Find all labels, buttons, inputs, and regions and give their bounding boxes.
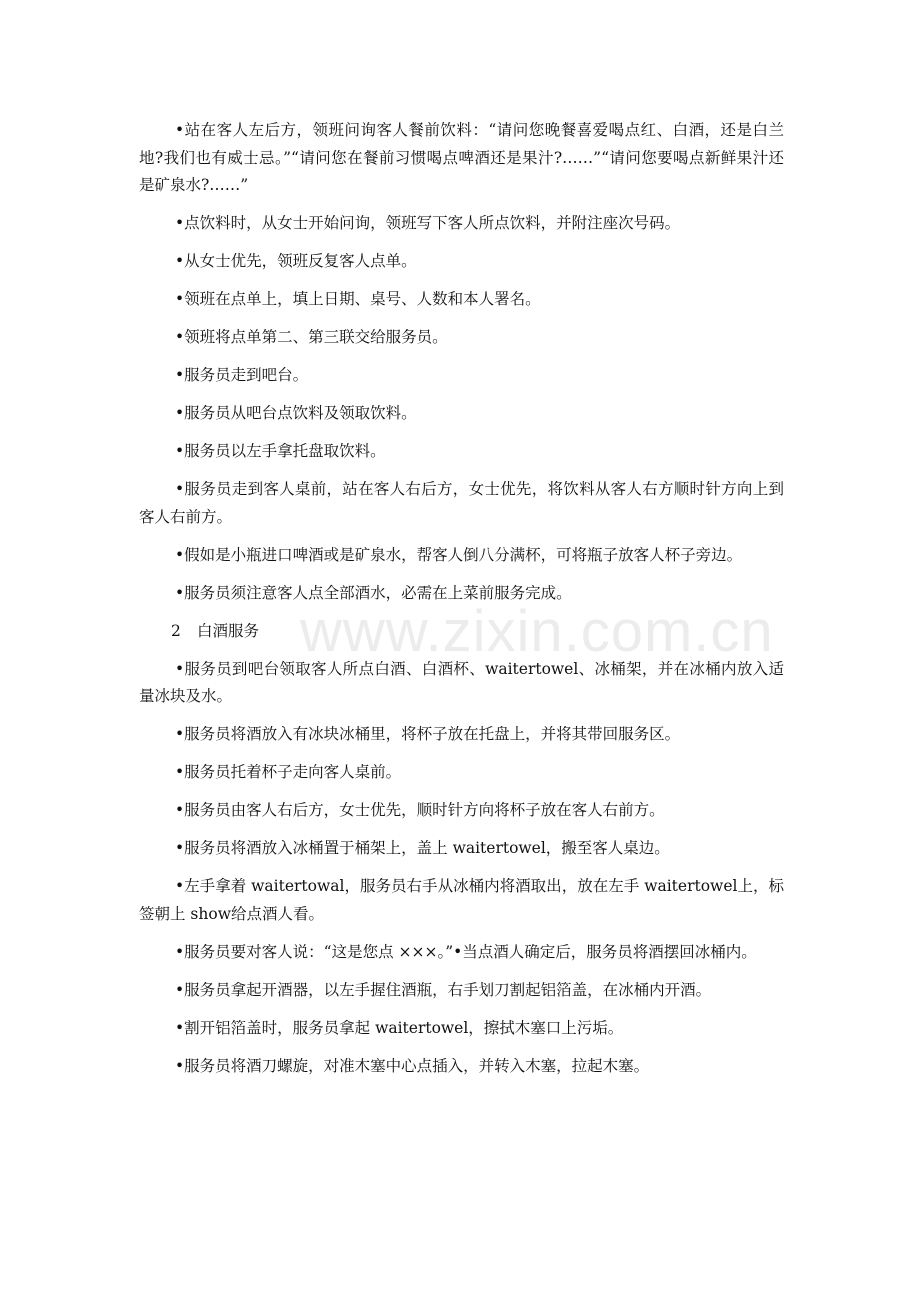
paragraph: •服务员将酒放入冰桶置于桶架上，盖上 waitertowel，搬至客人桌边。: [175, 839, 670, 857]
paragraph: •服务员以左手拿托盘取饮料。: [175, 442, 386, 460]
document-body: [139, 117, 784, 1091]
paragraph: •服务员拿起开酒器，以左手握住酒瓶，右手划刀割起铝箔盖，在冰桶内开酒。: [175, 980, 712, 999]
paragraph: •站在客人左后方，领班问询客人餐前饮料：“请问您晚餐喜爱喝点红、白酒，还是白兰地?我们也有威士忌。”“请问您在餐前习惯喝点啤酒还是果汁?……”“请问您要喝点新鲜果汁还是矿泉水?……”: [139, 121, 784, 194]
paragraph: •假如是小瓶进口啤酒或是矿泉水，帮客人倒八分满杯，可将瓶子放客人杯子旁边。: [175, 545, 743, 564]
paragraph: •服务员到吧台领取客人所点白酒、白酒杯、waitertowel、冰桶架，并在冰桶内放入适量冰块及水。: [139, 659, 784, 705]
paragraph: •服务员要对客人说：“这是您点 ×××。”•当点酒人确定后，服务员将酒摆回冰桶内。: [175, 942, 757, 961]
paragraph: •从女士优先，领班反复客人点单。: [175, 252, 417, 270]
section-number: 2: [171, 621, 181, 640]
paragraph: •服务员走到吧台。: [175, 366, 309, 384]
paragraph: •割开铝箔盖时，服务员拿起 waitertowel，擦拭木塞口上污垢。: [175, 1018, 624, 1037]
section-heading: [139, 618, 784, 646]
paragraph: •服务员将酒放入有冰块冰桶里，将杯子放在托盘上，并将其带回服务区。: [175, 725, 681, 743]
paragraph: •点饮料时，从女士开始问询，领班写下客人所点饮料，并附注座次号码。: [175, 214, 681, 232]
paragraph: •服务员将酒刀螺旋，对准木塞中心点插入，并转入木塞，拉起木塞。: [175, 1056, 650, 1075]
paragraph: •服务员走到客人桌前，站在客人右后方，女士优先，将饮料从客人右方顺时针方向上到客人右前方。: [139, 480, 784, 526]
section-title: 白酒服务: [197, 621, 260, 640]
paragraph: •左手拿着 waitertowal，服务员右手从冰桶内将酒取出，放在左手 waitertowel上，标签朝上 show给点酒人看。: [139, 877, 784, 923]
paragraph: •服务员由客人右后方，女士优先，顺时针方向将杯子放在客人右前方。: [175, 801, 665, 819]
watermark: www.zixin.com.cn: [300, 599, 774, 664]
paragraph: •服务员须注意客人点全部酒水，必需在上菜前服务完成。: [175, 583, 572, 602]
paragraph: •领班在点单上，填上日期、桌号、人数和本人署名。: [175, 290, 541, 308]
paragraph: •领班将点单第二、第三联交给服务员。: [175, 328, 448, 346]
paragraph: •服务员托着杯子走向客人桌前。: [175, 763, 402, 781]
paragraph: •服务员从吧台点饮料及领取饮料。: [175, 404, 417, 422]
